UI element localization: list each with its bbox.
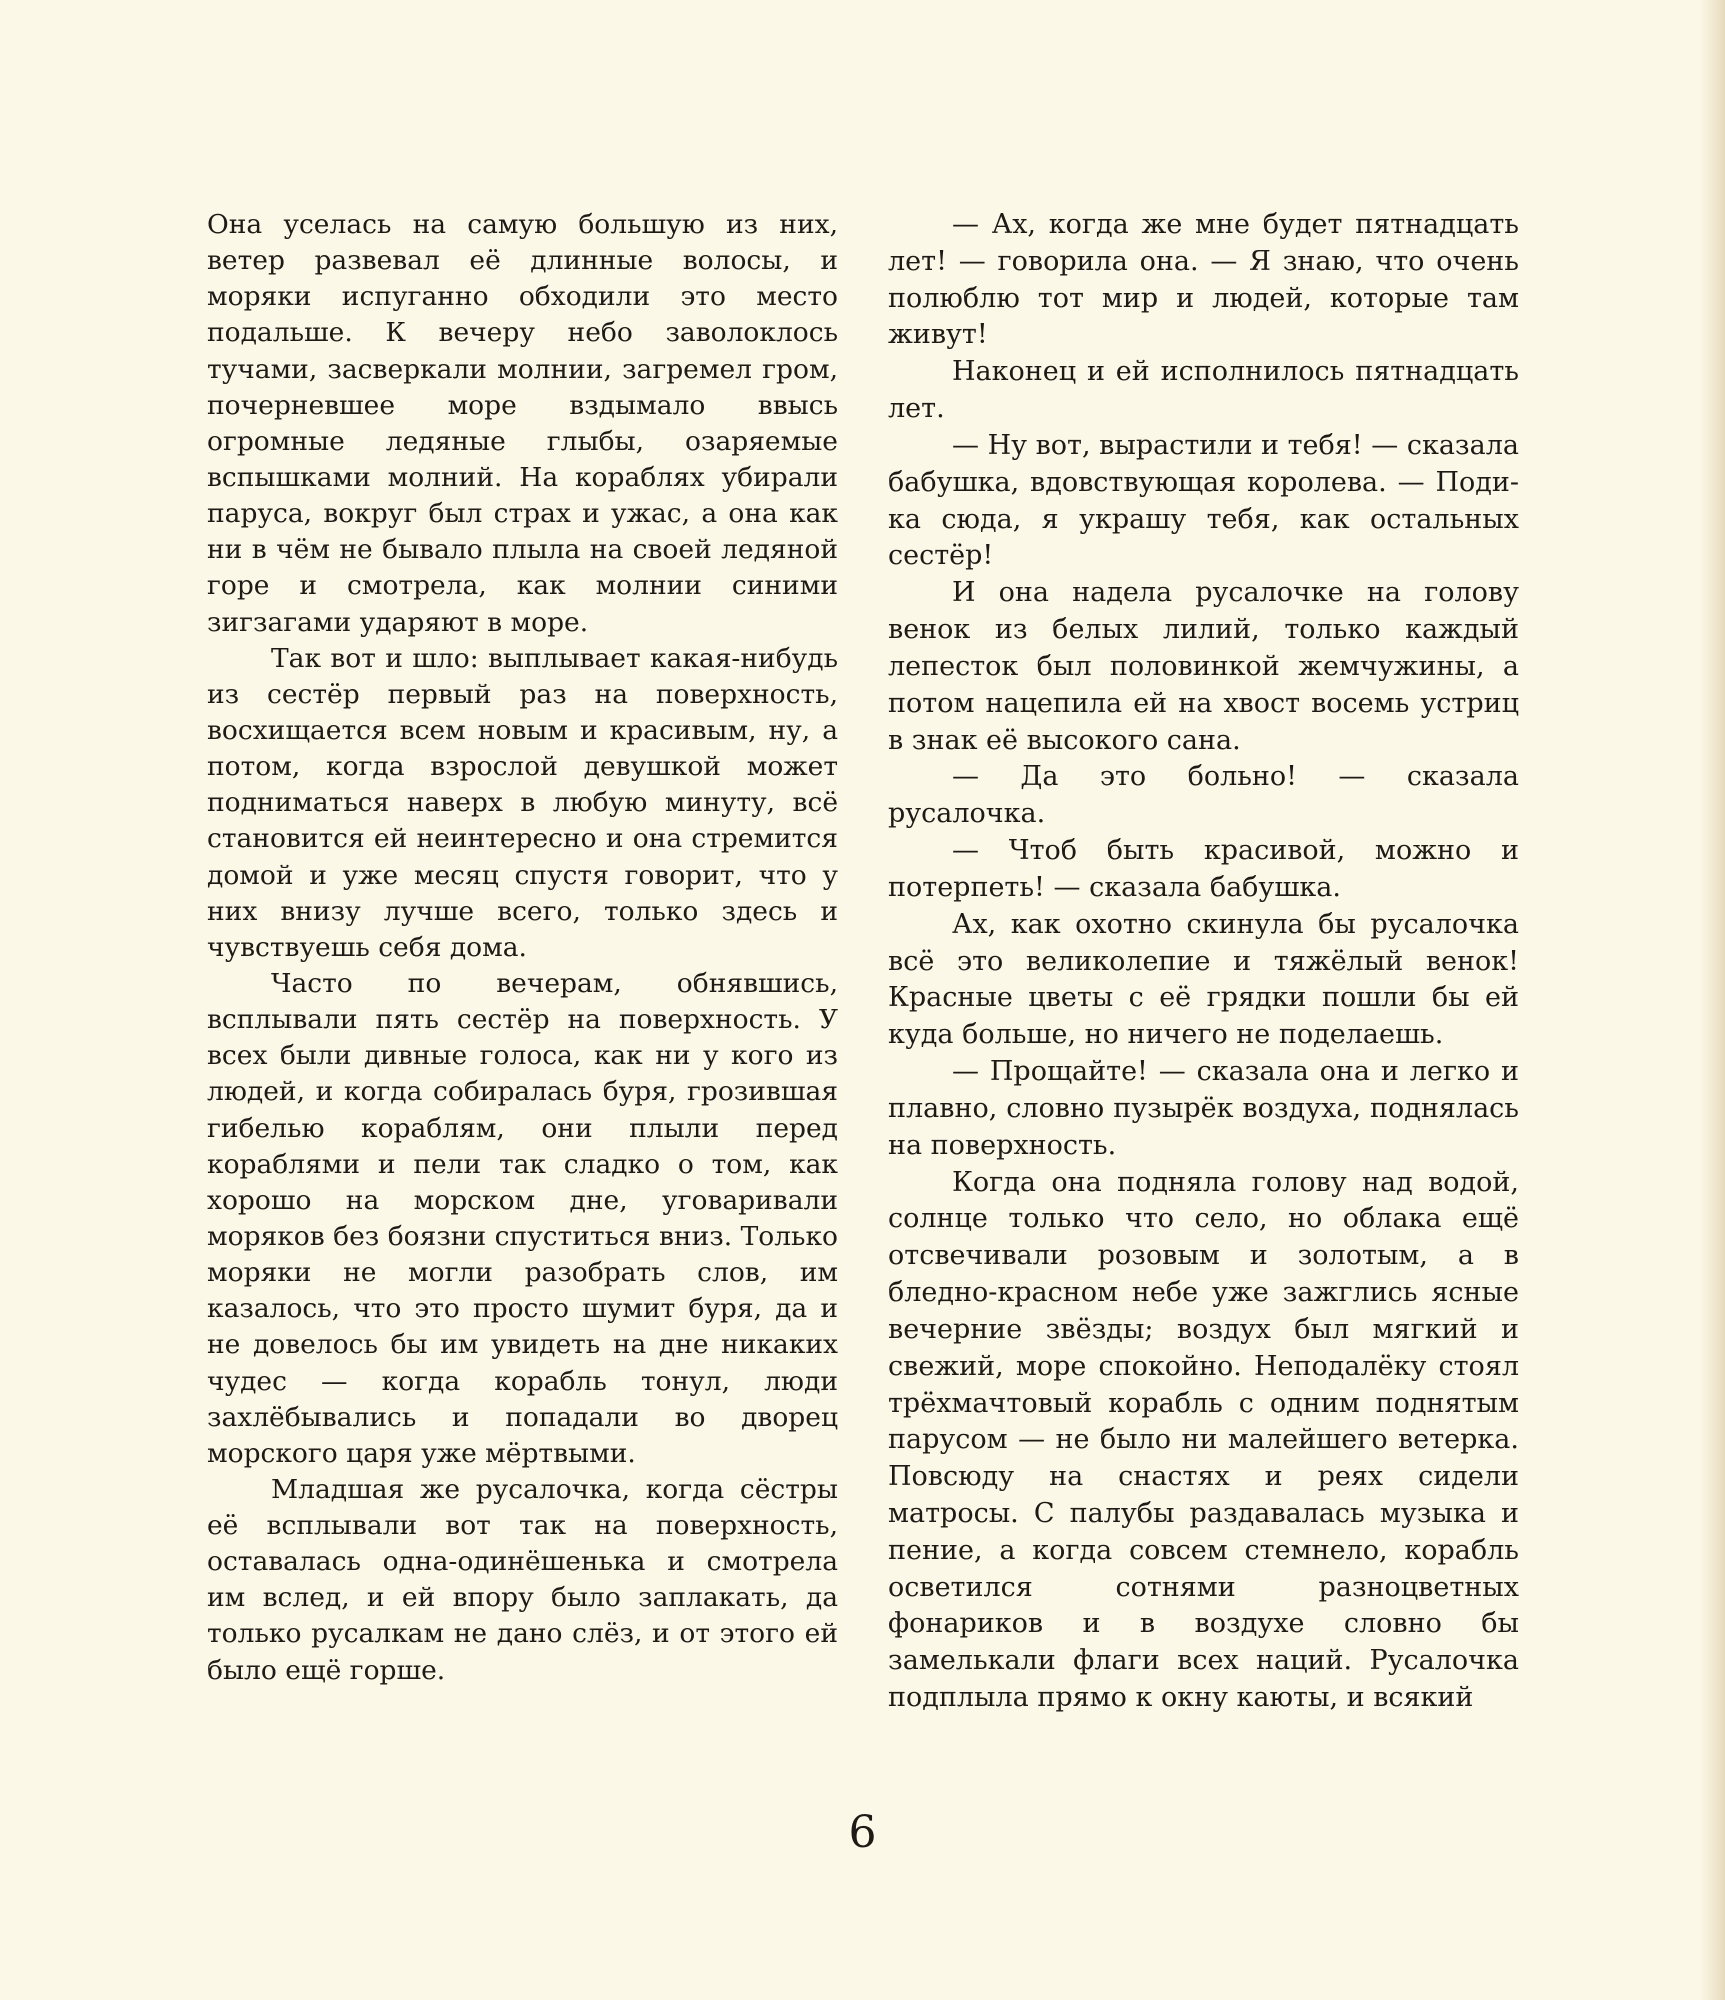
paragraph: Она уселась на самую большую из них, ветер развевал её длинные волосы, и моряки испуганно обходили это место подальше. К вечеру небо заволоклось тучами, засверкали молнии, загремел гром, почерневшее море вздымало ввысь огромные ледяные глыбы, озаряемые вспышками молний. На кораблях убирали паруса, вокруг был страх и ужас, а она как ни в чём не бывало плыла на своей ледяной горе и смотрела, как молнии синими зигзагами ударяют в море.	[207, 209, 838, 638]
paragraph: — Ах, когда же мне будет пятнадцать лет! — говорила она. — Я знаю, что очень полюблю тот мир и людей, которые там живут!	[888, 209, 1519, 351]
paragraph: — Прощайте! — сказала она и легко и плавно, словно пузырёк воздуха, поднялась на поверхность.	[888, 1056, 1519, 1161]
paragraph: Наконец и ей исполнилось пятнадцать лет.	[888, 356, 1519, 425]
paragraph: Ах, как охотно скинула бы русалочка всё это великолепие и тяжёлый венок! Красные цветы с её грядки пошли бы ей куда больше, но ничего не поделаешь.	[888, 908, 1519, 1051]
paragraph: Когда она подняла голову над водой, солнце только что село, но облака ещё отсвечивали розовым и золотым, а в бледно-красном небе уже зажглись ясные вечерние звёзды; воздух был мягкий и свежий, море спокойно. Неподалёку стоял трёхмачтовый корабль с одним поднятым парусом — не было ни малейшего ветерка. Повсюду на снастях и реях сидели матросы. С палубы раздавалась музыка и пение, а когда совсем стемнело, корабль осветился сотнями разноцветных фонариков и в воздухе словно бы замелькали флаги всех наций. Русалочка подплыла прямо к окну каюты, и всякий	[888, 1166, 1519, 1714]
paragraph: Часто по вечерам, обнявшись, всплывали пять сестёр на поверхность. У всех были дивные голоса, как ни у кого из людей, и когда собиралась буря, грозившая гибелью кораблям, они плыли перед кораблями и пели так сладко о том, как хорошо на морском дне, уговаривали моряков без боязни спуститься вниз. Только моряки не могли разобрать слов, им казалось, что это просто шумит буря, да и не довелось бы им увидеть на дне никаких чудес — когда корабль тонул, люди захлёбывались и попадали во дворец морского царя уже мёртвыми.	[207, 967, 838, 1469]
paragraph: — Чтоб быть красивой, можно и потерпеть! — сказала бабушка.	[888, 835, 1519, 903]
paragraph: Младшая же русалочка, когда сёстры её всплывали вот так на поверхность, оставалась одна-одинёшенька и смотрела им вслед, и ей впору было заплакать, да только русалкам не дано слёз, и от этого ей было ещё горше.	[207, 1473, 838, 1686]
paragraph: — Ну вот, вырастили и тебя! — сказала бабушка, вдовствующая королева. — Поди-ка сюда, я украшу тебя, как остальных сестёр!	[888, 429, 1519, 572]
left-column	[207, 207, 838, 1689]
paragraph: — Да это больно! — сказала русалочка.	[888, 761, 1519, 830]
paragraph: Так вот и шло: выплывает какая-нибудь из сестёр первый раз на поверхность, восхищается всем новым и красивым, ну, а потом, когда взрослой девушкой может подниматься наверх в любую минуту, всё становится ей неинтересно и она стремится домой и уже месяц спустя говорит, что у них внизу лучше всего, только здесь и чувствуешь себя дома.	[207, 642, 838, 963]
page-number: 6	[848, 1807, 877, 1858]
right-column	[888, 207, 1519, 1717]
page-edge	[1699, 0, 1725, 2000]
paragraph: И она надела русалочке на голову венок из белых лилий, только каждый лепесток был половинкой жемчужины, а потом нацепила ей на хвост восемь устриц в знак её высокого сана.	[888, 577, 1519, 756]
